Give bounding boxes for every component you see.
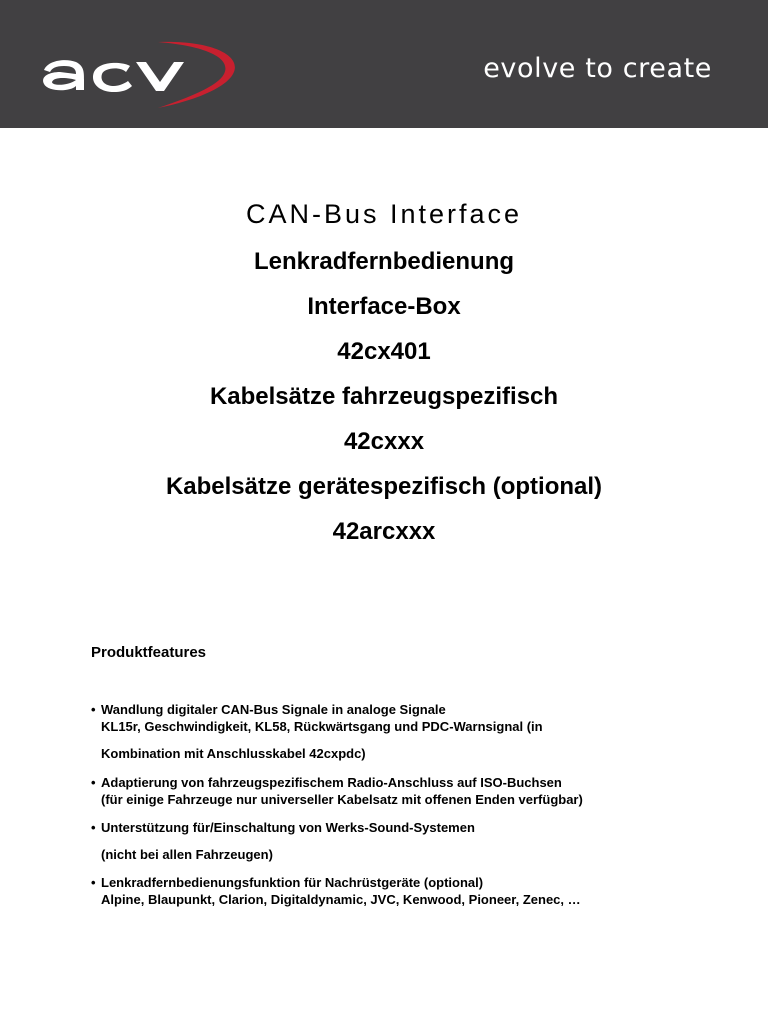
feature-text: KL15r, Geschwindigkeit, KL58, Rückwärtsgang und PDC-Warnsignal (in (101, 719, 543, 734)
feature-text: Kombination mit Anschlusskabel 42cxpdc) (101, 746, 366, 761)
feature-item (91, 701, 651, 762)
feature-text: Lenkradfernbedienungsfunktion für Nachrüstgeräte (optional) (101, 875, 484, 890)
features-heading: Produktfeatures (91, 644, 207, 661)
bullet: • (91, 820, 96, 835)
title-line: 42arcxxx (332, 518, 436, 545)
feature-text: Wandlung digitaler CAN-Bus Signale in analoge Signale (101, 702, 446, 717)
feature-item (91, 874, 651, 908)
title-line: 42cxxx (343, 428, 425, 455)
bullet: • (91, 875, 96, 890)
feature-text: Unterstützung für/Einschaltung von Werks-Sound-Systemen (101, 820, 475, 835)
feature-text: Adaptierung von fahrzeugspezifischem Radio-Anschluss auf ISO-Buchsen (101, 775, 562, 790)
page-header (0, 0, 768, 128)
title-line: Interface-Box (307, 293, 461, 320)
feature-item (91, 819, 651, 863)
feature-text: (für einige Fahrzeuge nur universeller Kabelsatz mit offenen Enden verfügbar) (101, 792, 583, 807)
feature-text: Alpine, Blaupunkt, Clarion, Digitaldynamic, JVC, Kenwood, Pioneer, Zenec, … (101, 892, 581, 907)
title-line: 42cx401 (337, 338, 431, 365)
feature-text: (nicht bei allen Fahrzeugen) (101, 847, 273, 862)
bullet: • (91, 702, 96, 717)
document-title: CAN-Bus Interface (245, 199, 523, 229)
feature-item (91, 774, 651, 808)
title-line: Kabelsätze gerätespezifisch (optional) (165, 473, 603, 500)
title-line: Kabelsätze fahrzeugspezifisch (209, 383, 559, 410)
tagline: evolve to create (483, 53, 712, 84)
acv-logo (38, 36, 238, 110)
title-line: Lenkradfernbedienung (253, 248, 515, 275)
bullet: • (91, 775, 96, 790)
